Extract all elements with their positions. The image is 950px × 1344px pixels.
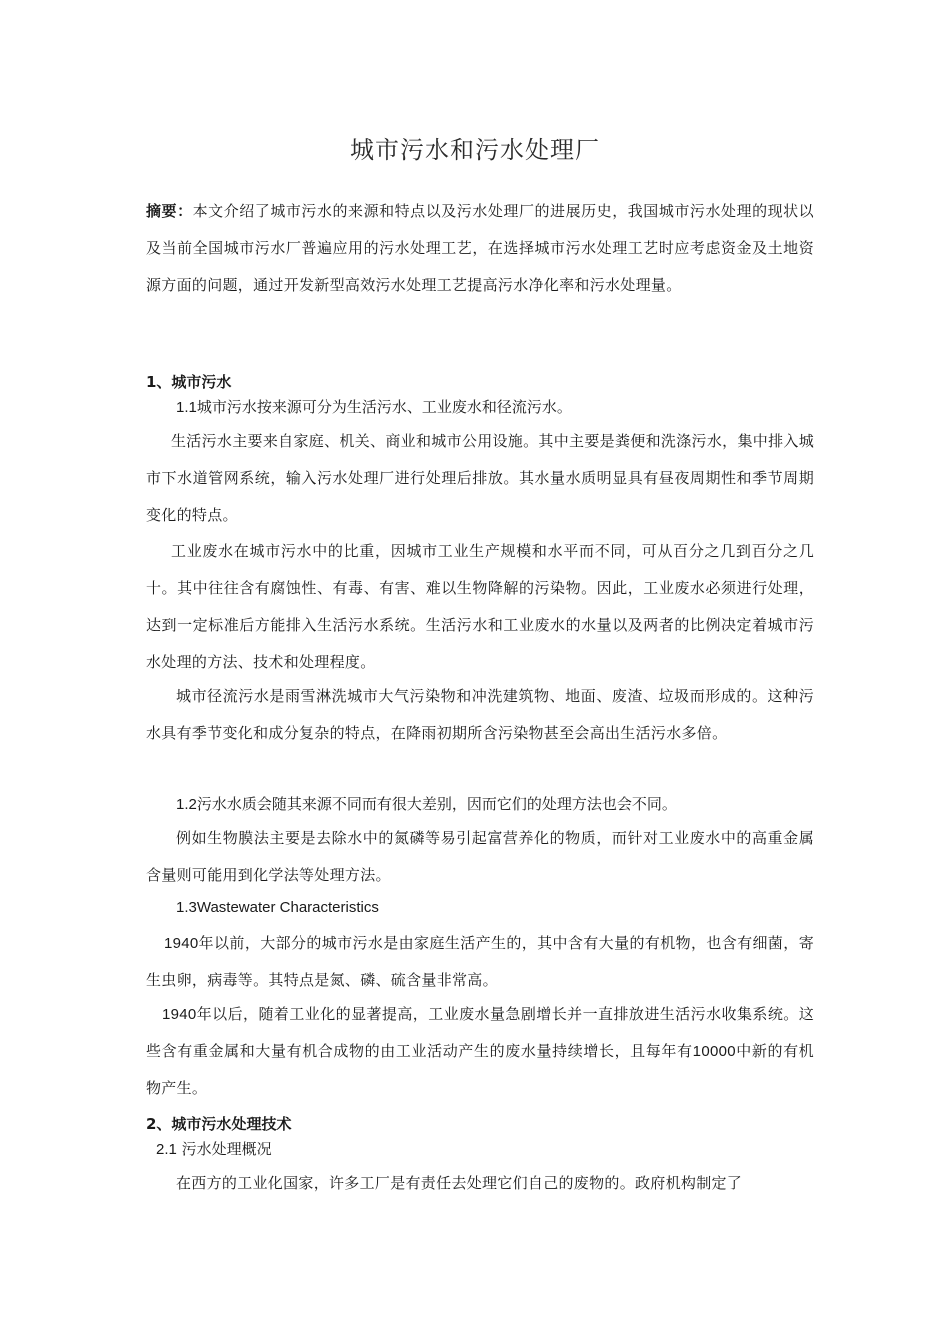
new-organics-count: 10000 [692, 1043, 736, 1060]
paragraph-domestic-sewage: 生活污水主要来自家庭、机关、商业和城市公用设施。其中主要是粪便和洗涤污水，集中排入城市下水道管网系统，输入污水处理厂进行处理后排放。其水量水质明显具有昼夜周期性和季节周期变化的特点。 [146, 432, 814, 524]
subsection-1-1 [176, 395, 572, 420]
subsection-1-1-text: 城市污水按来源可分为生活污水、工业废水和径流污水。 [196, 398, 572, 416]
document-title: 城市污水和污水处理厂 [350, 136, 600, 164]
paragraph-industrial-wastewater: 工业废水在城市污水中的比重，因城市工业生产规模和水平而不同，可从百分之几到百分之几十。其中往往含有腐蚀性、有毒、有害、难以生物降解的污染物。因此，工业废水必须进行处理，达到一定标准后方能排入生活污水系统。生活污水和工业废水的水量以及两者的比例决定着城市污水处理的方法、技术和处理程度。 [146, 542, 814, 671]
year-1940-a: 1940 [164, 935, 199, 952]
paragraph-western-countries: 在西方的工业化国家，许多工厂是有责任去处理它们自己的废物的。政府机构制定了 [176, 1174, 743, 1192]
paragraph-runoff-sewage: 城市径流污水是雨雪淋洗城市大气污染物和冲洗建筑物、地面、废渣、垃圾而形成的。这种污水具有季节变化和成分复杂的特点，在降雨初期所含污染物甚至会高出生活污水多倍。 [146, 687, 814, 742]
section-1-heading: 1、城市污水 [146, 373, 232, 391]
year-1940-b: 1940 [162, 1006, 197, 1023]
before-1940-text: 年以前，大部分的城市污水是由家庭生活产生的，其中含有大量的有机物，也含有细菌，寄生虫卵，病毒等。其特点是氮、磷、硫含量非常高。 [146, 934, 814, 989]
subsection-2-1 [156, 1137, 272, 1162]
abstract-label: 摘要： [146, 202, 193, 220]
abstract-paragraph [146, 193, 814, 304]
paragraph-before-1940 [146, 925, 814, 999]
subsection-1-2-number: 1.2 [176, 796, 197, 813]
section-2-heading: 2、城市污水处理技术 [146, 1115, 292, 1133]
subsection-1-3: 1.3Wastewater Characteristics [176, 899, 379, 916]
subsection-2-1-text: 污水处理概况 [181, 1140, 272, 1158]
subsection-2-1-number: 2.1 [156, 1141, 177, 1158]
subsection-1-1-number: 1.1 [176, 399, 197, 416]
abstract-text: 本文介绍了城市污水的来源和特点以及污水处理厂的进展历史，我国城市污水处理的现状以及当前全国城市污水厂普遍应用的污水处理工艺，在选择城市污水处理工艺时应考虑资金及土地资源方面的问题，通过开发新型高效污水处理工艺提高污水净化率和污水处理量。 [146, 202, 814, 294]
subsection-1-2 [176, 792, 677, 817]
subsection-1-2-text: 污水水质会随其来源不同而有很大差别，因而它们的处理方法也会不同。 [196, 795, 677, 813]
paragraph-after-1940 [146, 996, 814, 1107]
after-1940-text-a: 年以后，随着工业化的显著提高，工业废水量急剧增长并一直排放进生活污水收集系统。这些含有重金属和大量有机合成物的由工业活动产生的废水量持续增长，且每年有 [146, 1005, 814, 1060]
after-1940-text-b: 中新的有机物产生。 [146, 1042, 814, 1097]
paragraph-treatment-example: 例如生物膜法主要是去除水中的氮磷等易引起富营养化的物质，而针对工业废水中的高重金属含量则可能用到化学法等处理方法。 [146, 829, 814, 884]
